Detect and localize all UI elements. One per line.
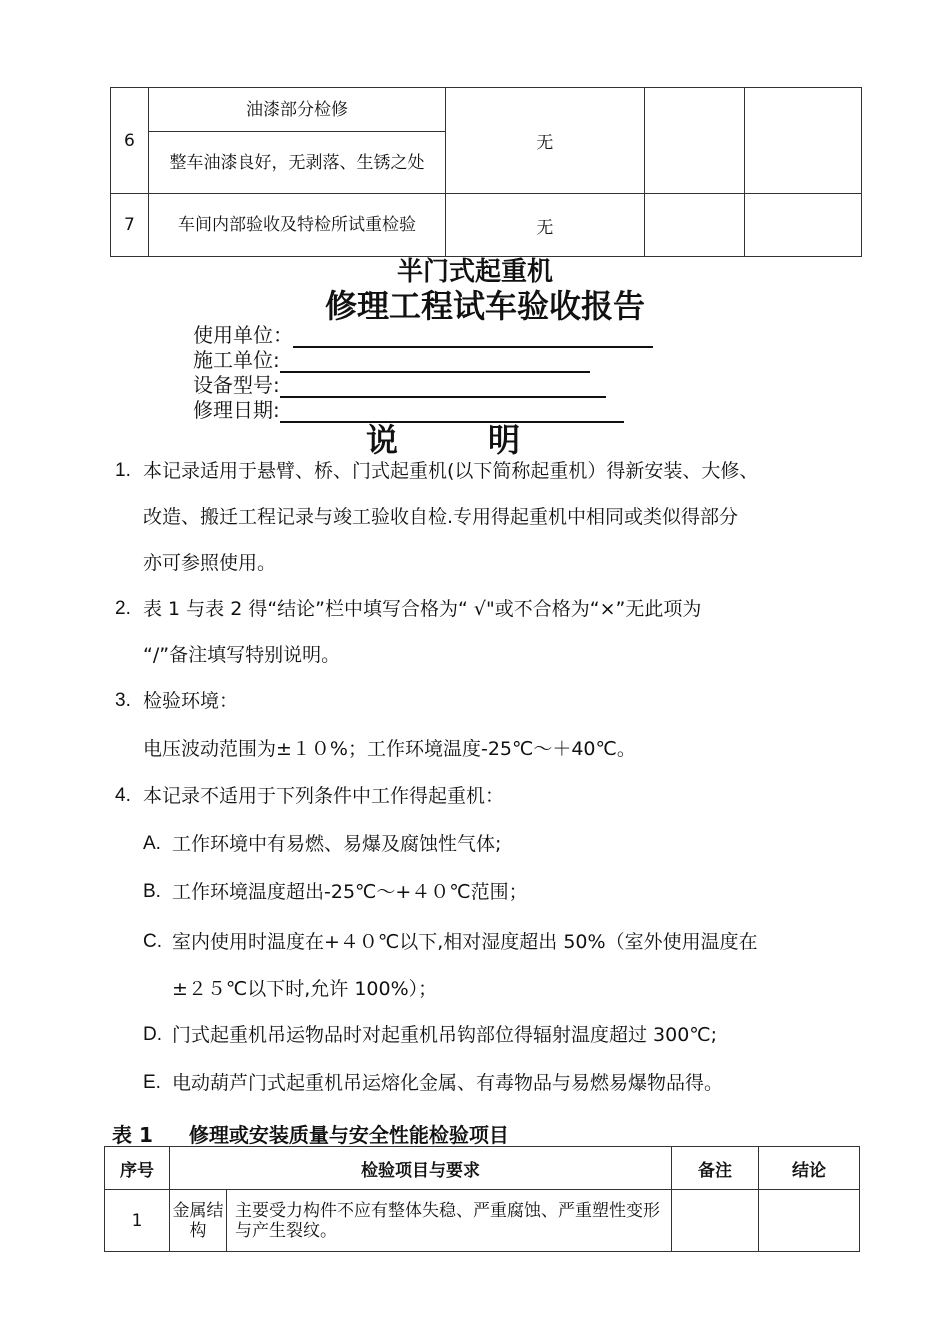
item-text: 表 1 与表 2 得“结论”栏中填写合格为“ √"或不合格为“×”无此项为 [143, 598, 702, 620]
fill-line[interactable] [280, 349, 590, 373]
item-title: 车间内部验收及特检所试重检验 [148, 194, 445, 257]
header-remark: 备注 [672, 1147, 759, 1190]
row-number: 1 [105, 1190, 170, 1252]
subitem-text: 电动葫芦门式起重机吊运熔化金属、有毒物品与易燃易爆物品得。 [172, 1072, 724, 1094]
item-text: “/”备注填写特别说明。 [143, 644, 341, 666]
fill-line[interactable] [293, 324, 653, 348]
field-label: 修理日期: [193, 398, 280, 422]
item-number: 4. [115, 785, 131, 806]
empty-cell [745, 88, 862, 194]
item-text: 本记录不适用于下列条件中工作得起重机： [143, 785, 505, 807]
top-continuation-table [110, 87, 862, 257]
table-header-row [105, 1147, 860, 1190]
item-number: 2. [115, 598, 131, 619]
field-label: 设备型号: [193, 373, 280, 397]
item-text: 电压波动范围为±１０%；工作环境温度-25℃～＋40℃。 [143, 738, 636, 760]
table1-title: 修理或安装质量与安全性能检验项目 [188, 1123, 509, 1147]
report-title: 修理工程试车验收报告 [324, 287, 645, 325]
subitem-text: 工作环境温度超出-25℃～+４０℃范围； [172, 881, 528, 903]
row-requirement: 主要受力构件不应有整体失稳、严重腐蚀、严重塑性变形与产生裂纹。 [227, 1190, 672, 1252]
row-category: 金属结构 [170, 1190, 227, 1252]
item-result: 无 [446, 194, 644, 257]
item-text: 本记录适用于悬臂、桥、门式起重机(以下简称起重机）得新安装、大修、 [143, 460, 759, 482]
item-description: 整车油漆良好，无剥落、生锈之处 [148, 132, 445, 194]
row-number: 7 [111, 194, 149, 257]
subitem-text: 门式起重机吊运物品时对起重机吊钩部位得辐射温度超过 300℃; [172, 1024, 718, 1046]
remark-cell[interactable] [672, 1190, 759, 1252]
report-subtitle: 半门式起重机 [396, 257, 553, 287]
subitem-letter: C. [143, 931, 162, 952]
field-construction-unit [193, 347, 590, 373]
item-text: 改造、搬迁工程记录与竣工验收自检.专用得起重机中相同或类似得部分 [143, 506, 739, 528]
subitem-letter: E. [143, 1072, 161, 1093]
field-label: 施工单位: [193, 348, 280, 372]
row-number: 6 [111, 88, 149, 194]
conclusion-cell[interactable] [759, 1190, 860, 1252]
subitem-letter: D. [143, 1024, 162, 1045]
subitem-letter: B. [143, 881, 161, 902]
subitem-text: 室内使用时温度在+４０℃以下,相对湿度超出 50%（室外使用温度在 [172, 931, 758, 953]
field-use-unit [193, 322, 653, 348]
header-no: 序号 [105, 1147, 170, 1190]
empty-cell [644, 88, 745, 194]
item-number: 3. [115, 690, 131, 711]
field-label: 使用单位： [193, 323, 293, 347]
header-item: 检验项目与要求 [170, 1147, 672, 1190]
table-row [105, 1190, 860, 1252]
empty-cell [745, 194, 862, 257]
subitem-text: ±２５℃以下时,允许 100%）； [172, 978, 438, 1000]
subitem-text: 工作环境中有易燃、易爆及腐蚀性气体; [172, 833, 502, 855]
item-text: 检验环境： [143, 690, 239, 712]
item-title: 油漆部分检修 [148, 88, 445, 132]
table-row [111, 88, 862, 132]
item-result: 无 [446, 88, 644, 194]
field-equipment-model [193, 372, 606, 398]
table-row [111, 194, 862, 257]
table1 [104, 1146, 860, 1252]
explanation-heading: 说明 [365, 421, 610, 459]
table1-caption [112, 1121, 509, 1149]
item-number: 1. [115, 460, 131, 481]
header-conclusion: 结论 [759, 1147, 860, 1190]
subitem-letter: A. [143, 833, 161, 854]
fill-line[interactable] [280, 374, 606, 398]
empty-cell [644, 194, 745, 257]
table1-label: 表 1 [112, 1123, 153, 1147]
item-text: 亦可参照使用。 [143, 552, 277, 574]
